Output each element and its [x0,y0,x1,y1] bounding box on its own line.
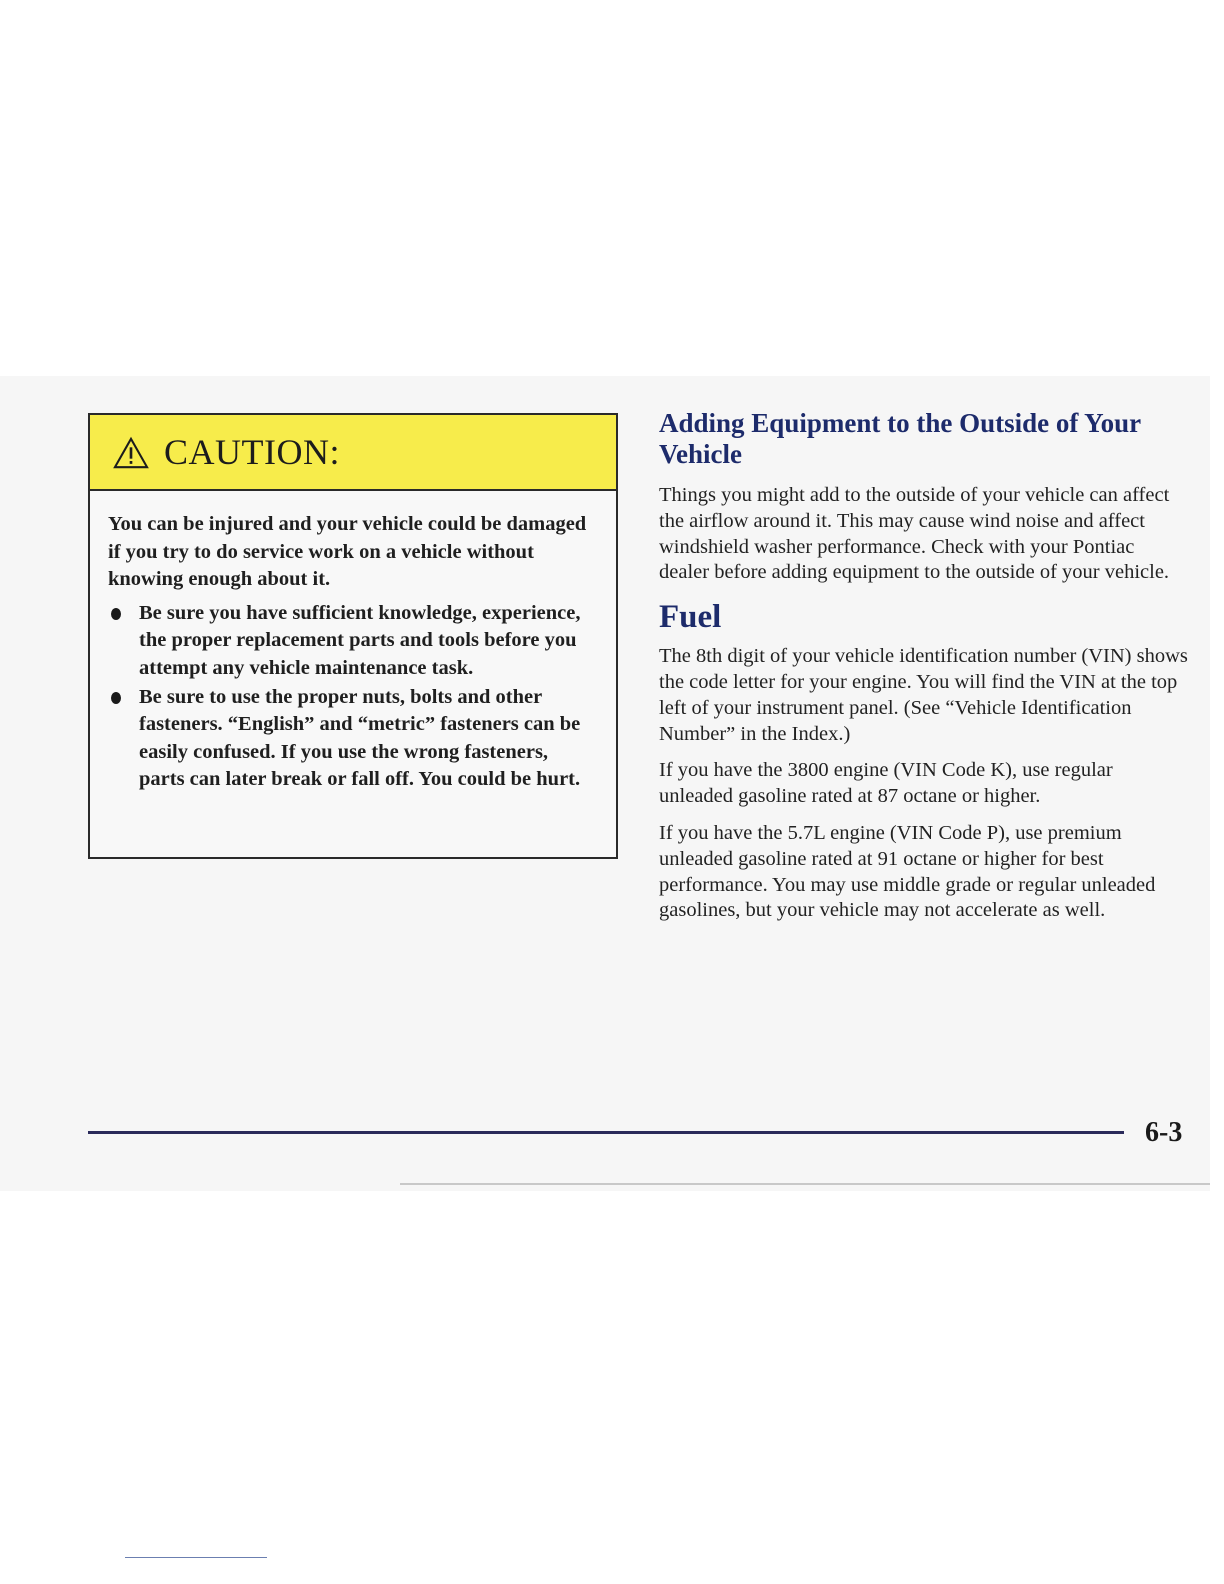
page-number: 6-3 [1145,1117,1183,1148]
caution-bullet-list [108,600,596,794]
caution-box [88,413,618,859]
scan-edge-line [400,1183,1210,1185]
caution-body [90,491,616,794]
bullet-dot-icon [111,608,121,620]
caution-bullet-text: Be sure to use the proper nuts, bolts and other fasteners. “English” and “metric” fasteners can be easily confused. If you use the wrong fasteners, parts can later break or fall off. You could be hurt. [139,685,581,791]
caution-header [90,415,616,491]
warning-triangle-icon [112,436,150,470]
fuel-paragraph: If you have the 5.7L engine (VIN Code P), use premium unleaded gasoline rated at 91 octane or higher for best performance. You may use middle grade or regular unleaded gasolines, but your vehicle may not accelerate as well. [659,821,1156,922]
footer-rule [88,1131,1124,1134]
caution-bullet-item [108,600,596,683]
equipment-text: Things you might add to the outside of your vehicle can affect the airflow around it. This may cause wind noise and affect windshield washer performance. Check with your Pontiac dealer before adding equipment to the outside of your vehicle. [659,484,1170,584]
right-column [659,408,1189,935]
fuel-paragraph: If you have the 3800 engine (VIN Code K), use regular unleaded gasoline rated at 87 octane or higher. [659,759,1113,808]
equipment-heading: Adding Equipment to the Outside of Your Vehicle [659,408,1141,469]
fuel-heading: Fuel [659,599,722,636]
bullet-dot-icon [111,692,121,704]
caution-bullet-item [108,684,596,794]
caution-bullet-text: Be sure you have sufficient knowledge, experience, the proper replacement parts and tools before you attempt any vehicle maintenance task. [139,601,581,679]
caution-title: CAUTION: [164,432,340,472]
bottom-edge-mark [125,1557,267,1558]
fuel-paragraph: The 8th digit of your vehicle identification number (VIN) shows the code letter for your engine. You will find the VIN at the top left of your instrument panel. (See “Vehicle Identification Number” in the Index.) [659,645,1188,745]
caution-intro: You can be injured and your vehicle could be damaged if you try to do service work on a vehicle without knowing enough about it. [108,513,587,591]
